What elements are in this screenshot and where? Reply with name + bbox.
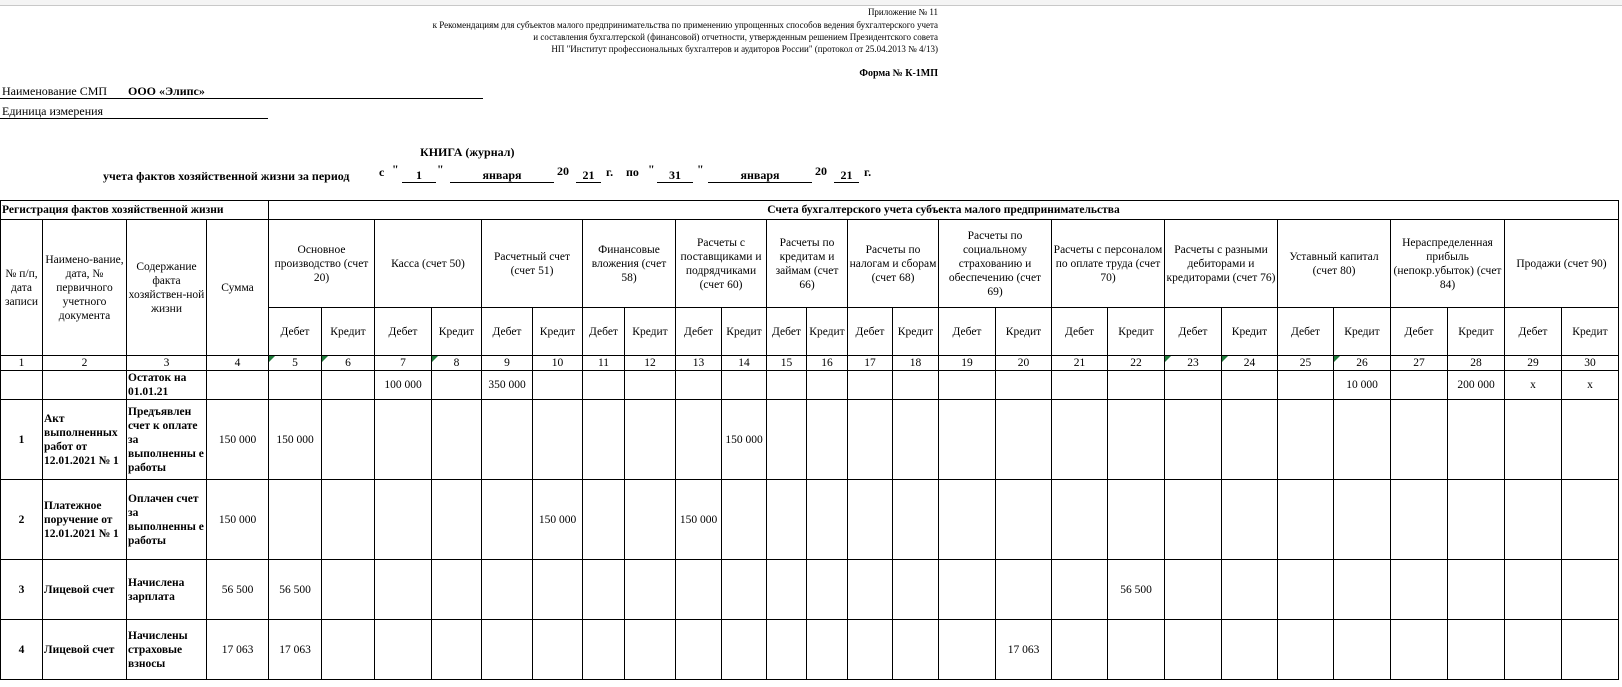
appendix-line-3: и составления бухгалтерской (финансовой) отчетности, утвержденным решением Президентского совета bbox=[533, 32, 938, 42]
empty-cell bbox=[939, 620, 996, 680]
account-20-header: Основное производство (счет 20) bbox=[269, 220, 375, 308]
opening-balance-cell: 10 000 bbox=[1334, 371, 1391, 400]
journal-table bbox=[0, 200, 1619, 680]
empty-cell bbox=[1448, 560, 1505, 620]
col-document-header: Наимено-вание, дата, № первичного учетного документа bbox=[43, 220, 127, 356]
column-number: 17 bbox=[848, 356, 893, 371]
account-68-header: Расчеты по налогам и сборам (счет 68) bbox=[848, 220, 939, 308]
empty-cell bbox=[583, 371, 625, 400]
empty-cell bbox=[676, 400, 722, 480]
column-number: 1 bbox=[1, 356, 43, 371]
empty-cell bbox=[375, 620, 432, 680]
column-number: 28 bbox=[1448, 356, 1505, 371]
column-number: 7 bbox=[375, 356, 432, 371]
period-to-label: по bbox=[626, 165, 639, 179]
empty-cell bbox=[432, 560, 482, 620]
table-row bbox=[1, 400, 1619, 480]
form-number: Форма № К-1МП bbox=[859, 68, 938, 79]
empty-cell bbox=[1334, 560, 1391, 620]
empty-cell bbox=[1108, 400, 1165, 480]
row-amount-cell: 56 500 bbox=[1108, 560, 1165, 620]
empty-cell bbox=[767, 400, 807, 480]
row-sum: 56 500 bbox=[207, 560, 269, 620]
empty-cell bbox=[1052, 560, 1108, 620]
empty-cell bbox=[482, 400, 533, 480]
empty-cell bbox=[1222, 400, 1278, 480]
empty-cell bbox=[432, 400, 482, 480]
empty-cell bbox=[1052, 480, 1108, 560]
column-header-strip bbox=[0, 0, 1622, 6]
empty-cell bbox=[432, 620, 482, 680]
empty-cell bbox=[676, 620, 722, 680]
empty-cell bbox=[482, 620, 533, 680]
empty-cell bbox=[1222, 560, 1278, 620]
empty-cell bbox=[1222, 620, 1278, 680]
column-number: 21 bbox=[1052, 356, 1108, 371]
row-number: 2 bbox=[1, 480, 43, 560]
day-to-underline bbox=[657, 182, 693, 183]
row-amount-cell: 150 000 bbox=[722, 400, 767, 480]
row-content: Начислены страховые взносы bbox=[127, 620, 207, 680]
table-row bbox=[1, 480, 1619, 560]
period-from-label: с bbox=[379, 165, 385, 179]
opening-balance-label: Остаток на 01.01.21 bbox=[127, 371, 207, 400]
table-row bbox=[1, 620, 1619, 680]
appendix-line-4: НП "Институт профессиональных бухгалтеров и аудиторов России" (протокол от 25.04.2013 № 4/13) bbox=[551, 44, 938, 54]
empty-cell bbox=[1278, 620, 1334, 680]
column-number: 19 bbox=[939, 356, 996, 371]
accounts-header: Счета бухгалтерского учета субъекта малого предпринимательства bbox=[269, 201, 1619, 220]
account-60-header: Расчеты с поставщиками и подрядчиками (счет 60) bbox=[676, 220, 767, 308]
empty-cell bbox=[625, 400, 676, 480]
empty-cell bbox=[676, 371, 722, 400]
debit-header: Дебет bbox=[1165, 308, 1222, 356]
empty-cell bbox=[996, 480, 1052, 560]
debit-header: Дебет bbox=[269, 308, 322, 356]
opening-balance-row bbox=[1, 371, 1619, 400]
empty-cell bbox=[1562, 480, 1619, 560]
empty-cell bbox=[807, 371, 848, 400]
row-amount-cell: 17 063 bbox=[996, 620, 1052, 680]
column-number: 14 bbox=[722, 356, 767, 371]
empty-cell bbox=[1052, 620, 1108, 680]
quote-3: " bbox=[648, 162, 655, 176]
empty-cell bbox=[269, 480, 322, 560]
debit-header: Дебет bbox=[848, 308, 893, 356]
col-number-header: № п/п, дата записи bbox=[1, 220, 43, 356]
empty-cell bbox=[722, 371, 767, 400]
credit-header: Кредит bbox=[893, 308, 939, 356]
credit-header: Кредит bbox=[1448, 308, 1505, 356]
empty-cell bbox=[939, 560, 996, 620]
account-58-header: Финансовые вложения (счет 58) bbox=[583, 220, 676, 308]
empty-cell bbox=[893, 371, 939, 400]
empty-cell bbox=[625, 371, 676, 400]
empty-cell bbox=[625, 560, 676, 620]
row-content: Начислена зарплата bbox=[127, 560, 207, 620]
column-number: 26 bbox=[1334, 356, 1391, 371]
empty-cell bbox=[1278, 400, 1334, 480]
column-number: 15 bbox=[767, 356, 807, 371]
empty-cell bbox=[375, 400, 432, 480]
year-1-underline bbox=[576, 182, 601, 183]
org-name: ООО «Элипс» bbox=[128, 84, 205, 98]
empty-cell bbox=[375, 480, 432, 560]
debit-header: Дебет bbox=[375, 308, 432, 356]
empty-cell bbox=[848, 400, 893, 480]
empty-cell bbox=[848, 560, 893, 620]
empty-cell bbox=[1391, 371, 1448, 400]
empty-cell bbox=[1391, 480, 1448, 560]
empty-cell bbox=[1165, 480, 1222, 560]
account-76-header: Расчеты с разными дебиторами и кредиторами (счет 76) bbox=[1165, 220, 1278, 308]
empty-cell bbox=[583, 400, 625, 480]
empty-cell bbox=[322, 371, 375, 400]
credit-header: Кредит bbox=[722, 308, 767, 356]
empty-cell bbox=[893, 560, 939, 620]
org-label: Наименование СМП bbox=[2, 84, 108, 98]
empty-cell bbox=[1278, 480, 1334, 560]
appendix-line-2: к Рекомендациям для субъектов малого предпринимательства по применению упрощенных способов ведения бухгалтерского учета bbox=[432, 20, 938, 30]
empty-cell bbox=[1391, 560, 1448, 620]
year-prefix-2: 20 bbox=[815, 164, 827, 178]
empty-cell bbox=[482, 480, 533, 560]
empty-cell bbox=[1222, 480, 1278, 560]
empty-cell bbox=[625, 620, 676, 680]
debit-header: Дебет bbox=[767, 308, 807, 356]
empty-cell bbox=[1165, 560, 1222, 620]
empty-cell bbox=[1108, 480, 1165, 560]
empty-cell bbox=[43, 371, 127, 400]
empty-cell bbox=[583, 480, 625, 560]
empty-cell bbox=[583, 560, 625, 620]
column-number: 20 bbox=[996, 356, 1052, 371]
org-underline bbox=[0, 98, 483, 99]
empty-cell bbox=[1108, 620, 1165, 680]
month-to-underline bbox=[708, 182, 812, 183]
empty-cell bbox=[1334, 480, 1391, 560]
empty-cell bbox=[533, 620, 583, 680]
empty-cell bbox=[893, 480, 939, 560]
row-amount-cell: 56 500 bbox=[269, 560, 322, 620]
column-number: 18 bbox=[893, 356, 939, 371]
year-2: 21 bbox=[840, 168, 853, 182]
account-70-header: Расчеты с персоналом по оплате труда (счет 70) bbox=[1052, 220, 1165, 308]
empty-cell bbox=[1334, 400, 1391, 480]
row-document: Лицевой счет bbox=[43, 620, 127, 680]
year-prefix-1: 20 bbox=[557, 164, 569, 178]
col-content-header: Содержание факта хозяйствен-ной жизни bbox=[127, 220, 207, 356]
credit-header: Кредит bbox=[322, 308, 375, 356]
quote-2: " bbox=[437, 162, 444, 176]
row-amount-cell: 150 000 bbox=[269, 400, 322, 480]
g-1: г. bbox=[606, 165, 614, 179]
column-number: 4 bbox=[207, 356, 269, 371]
column-number: 29 bbox=[1505, 356, 1562, 371]
empty-cell bbox=[1, 371, 43, 400]
account-51-header: Расчетный счет (счет 51) bbox=[482, 220, 583, 308]
empty-cell bbox=[807, 480, 848, 560]
empty-cell bbox=[767, 560, 807, 620]
credit-header: Кредит bbox=[432, 308, 482, 356]
empty-cell bbox=[1222, 371, 1278, 400]
column-number-row bbox=[1, 356, 1619, 371]
g-2: г. bbox=[864, 165, 872, 179]
opening-balance-cell: х bbox=[1562, 371, 1619, 400]
empty-cell bbox=[848, 480, 893, 560]
empty-cell bbox=[722, 620, 767, 680]
row-document: Акт выполненных работ от 12.01.2021 № 1 bbox=[43, 400, 127, 480]
row-sum: 17 063 bbox=[207, 620, 269, 680]
credit-header: Кредит bbox=[625, 308, 676, 356]
empty-cell bbox=[1448, 480, 1505, 560]
empty-cell bbox=[807, 620, 848, 680]
empty-cell bbox=[1505, 560, 1562, 620]
credit-header: Кредит bbox=[1108, 308, 1165, 356]
empty-cell bbox=[676, 560, 722, 620]
empty-cell bbox=[1334, 620, 1391, 680]
quote-1: " bbox=[392, 162, 399, 176]
column-number: 24 bbox=[1222, 356, 1278, 371]
debit-header: Дебет bbox=[1052, 308, 1108, 356]
row-sum: 150 000 bbox=[207, 480, 269, 560]
empty-cell bbox=[1052, 400, 1108, 480]
empty-cell bbox=[322, 400, 375, 480]
empty-cell bbox=[432, 480, 482, 560]
empty-cell bbox=[1562, 400, 1619, 480]
empty-cell bbox=[269, 371, 322, 400]
day-from-underline bbox=[402, 182, 436, 183]
empty-cell bbox=[533, 400, 583, 480]
row-number: 1 bbox=[1, 400, 43, 480]
empty-cell bbox=[1108, 371, 1165, 400]
month-to: января bbox=[740, 168, 780, 182]
empty-cell bbox=[375, 560, 432, 620]
column-number: 27 bbox=[1391, 356, 1448, 371]
empty-cell bbox=[322, 560, 375, 620]
row-amount-cell: 150 000 bbox=[676, 480, 722, 560]
empty-cell bbox=[996, 400, 1052, 480]
row-document: Лицевой счет bbox=[43, 560, 127, 620]
column-number: 22 bbox=[1108, 356, 1165, 371]
empty-cell bbox=[1448, 620, 1505, 680]
year-1: 21 bbox=[582, 168, 595, 182]
empty-cell bbox=[1278, 371, 1334, 400]
column-number: 13 bbox=[676, 356, 722, 371]
empty-cell bbox=[533, 371, 583, 400]
quote-4: " bbox=[697, 162, 704, 176]
debit-header: Дебет bbox=[939, 308, 996, 356]
opening-balance-cell: 200 000 bbox=[1448, 371, 1505, 400]
unit-underline bbox=[0, 118, 268, 119]
appendix-line-1: Приложение № 11 bbox=[867, 7, 938, 17]
empty-cell bbox=[1391, 400, 1448, 480]
empty-cell bbox=[939, 371, 996, 400]
column-number: 11 bbox=[583, 356, 625, 371]
month-from: января bbox=[482, 168, 522, 182]
account-66-header: Расчеты по кредитам и займам (счет 66) bbox=[767, 220, 848, 308]
debit-header: Дебет bbox=[1391, 308, 1448, 356]
debit-header: Дебет bbox=[583, 308, 625, 356]
column-number: 9 bbox=[482, 356, 533, 371]
empty-cell bbox=[625, 480, 676, 560]
empty-cell bbox=[1505, 480, 1562, 560]
opening-balance-cell: х bbox=[1505, 371, 1562, 400]
empty-cell bbox=[848, 620, 893, 680]
opening-balance-cell: 350 000 bbox=[482, 371, 533, 400]
row-content: Оплачен счет за выполненны е работы bbox=[127, 480, 207, 560]
debit-header: Дебет bbox=[1278, 308, 1334, 356]
year-2-underline bbox=[834, 182, 859, 183]
book-subtitle: учета фактов хозяйственной жизни за период bbox=[103, 169, 350, 183]
empty-cell bbox=[322, 620, 375, 680]
empty-cell bbox=[807, 400, 848, 480]
empty-cell bbox=[996, 371, 1052, 400]
column-number: 16 bbox=[807, 356, 848, 371]
column-number: 10 bbox=[533, 356, 583, 371]
debit-header: Дебет bbox=[676, 308, 722, 356]
day-from: 1 bbox=[416, 168, 422, 182]
empty-cell bbox=[207, 371, 269, 400]
credit-header: Кредит bbox=[807, 308, 848, 356]
credit-header: Кредит bbox=[533, 308, 583, 356]
book-title: КНИГА (журнал) bbox=[420, 145, 515, 159]
empty-cell bbox=[1278, 560, 1334, 620]
empty-cell bbox=[722, 560, 767, 620]
column-number: 30 bbox=[1562, 356, 1619, 371]
account-50-header: Касса (счет 50) bbox=[375, 220, 482, 308]
debit-header: Дебет bbox=[1505, 308, 1562, 356]
empty-cell bbox=[996, 560, 1052, 620]
row-amount-cell: 17 063 bbox=[269, 620, 322, 680]
row-sum: 150 000 bbox=[207, 400, 269, 480]
account-80-header: Уставный капитал (счет 80) bbox=[1278, 220, 1391, 308]
empty-cell bbox=[1505, 400, 1562, 480]
account-90-header: Продажи (счет 90) bbox=[1505, 220, 1619, 308]
month-from-underline bbox=[450, 182, 554, 183]
empty-cell bbox=[767, 371, 807, 400]
empty-cell bbox=[893, 400, 939, 480]
empty-cell bbox=[1562, 560, 1619, 620]
empty-cell bbox=[1448, 400, 1505, 480]
unit-label: Единица измерения bbox=[2, 104, 104, 118]
column-number: 2 bbox=[43, 356, 127, 371]
empty-cell bbox=[432, 371, 482, 400]
empty-cell bbox=[583, 620, 625, 680]
col-sum-header: Сумма bbox=[207, 220, 269, 356]
empty-cell bbox=[807, 560, 848, 620]
empty-cell bbox=[1505, 620, 1562, 680]
row-content: Предъявлен счет к оплате за выполненны е работы bbox=[127, 400, 207, 480]
row-number: 4 bbox=[1, 620, 43, 680]
account-84-header: Нераспределенная прибыль (непокр.убыток) (счет 84) bbox=[1391, 220, 1505, 308]
empty-cell bbox=[939, 480, 996, 560]
row-number: 3 bbox=[1, 560, 43, 620]
empty-cell bbox=[1052, 371, 1108, 400]
empty-cell bbox=[533, 560, 583, 620]
credit-header: Кредит bbox=[1222, 308, 1278, 356]
credit-header: Кредит bbox=[1562, 308, 1619, 356]
opening-balance-cell: 100 000 bbox=[375, 371, 432, 400]
empty-cell bbox=[1391, 620, 1448, 680]
registration-header: Регистрация фактов хозяйственной жизни bbox=[1, 201, 269, 220]
row-document: Платежное поручение от 12.01.2021 № 1 bbox=[43, 480, 127, 560]
empty-cell bbox=[322, 480, 375, 560]
column-number: 5 bbox=[269, 356, 322, 371]
empty-cell bbox=[848, 371, 893, 400]
column-number: 23 bbox=[1165, 356, 1222, 371]
column-number: 6 bbox=[322, 356, 375, 371]
column-number: 3 bbox=[127, 356, 207, 371]
account-69-header: Расчеты по социальному страхованию и обеспечению (счет 69) bbox=[939, 220, 1052, 308]
empty-cell bbox=[1165, 620, 1222, 680]
column-number: 25 bbox=[1278, 356, 1334, 371]
column-number: 8 bbox=[432, 356, 482, 371]
row-amount-cell: 150 000 bbox=[533, 480, 583, 560]
empty-cell bbox=[1165, 371, 1222, 400]
empty-cell bbox=[1165, 400, 1222, 480]
empty-cell bbox=[722, 480, 767, 560]
credit-header: Кредит bbox=[996, 308, 1052, 356]
day-to: 31 bbox=[669, 168, 681, 182]
empty-cell bbox=[1562, 620, 1619, 680]
table-row bbox=[1, 560, 1619, 620]
column-number: 12 bbox=[625, 356, 676, 371]
credit-header: Кредит bbox=[1334, 308, 1391, 356]
empty-cell bbox=[939, 400, 996, 480]
debit-header: Дебет bbox=[482, 308, 533, 356]
empty-cell bbox=[767, 480, 807, 560]
empty-cell bbox=[767, 620, 807, 680]
empty-cell bbox=[482, 560, 533, 620]
empty-cell bbox=[893, 620, 939, 680]
